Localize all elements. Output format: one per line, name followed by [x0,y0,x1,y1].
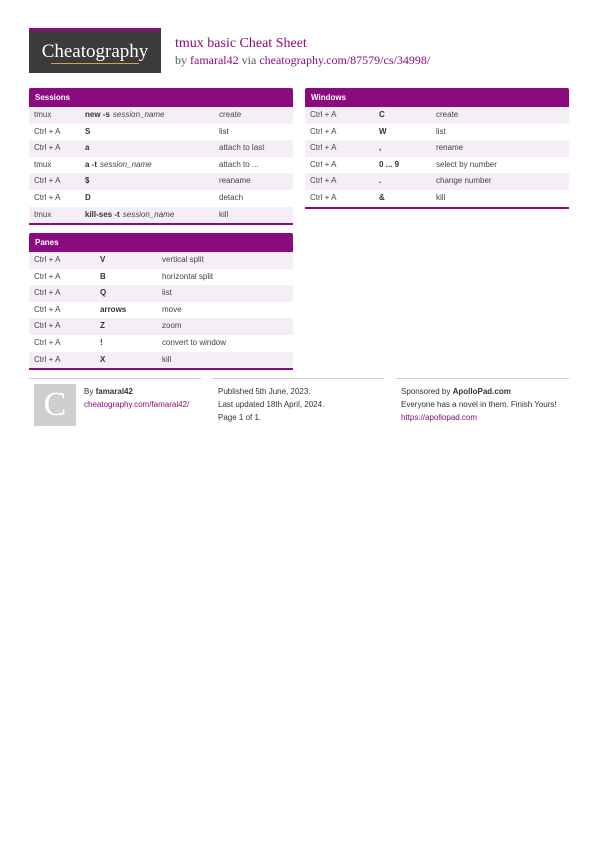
row-prefix: Ctrl + A [34,176,61,186]
row-keys [100,352,105,369]
table-row [29,269,293,286]
row-key: B [100,271,106,281]
row-key: X [100,354,106,364]
footer-by-label: By [84,387,94,396]
row-prefix: tmux [34,159,52,169]
row-prefix: Ctrl + A [310,159,337,169]
sessions-header: Sessions [29,88,293,107]
table-row [305,107,569,124]
row-key: S [85,126,91,136]
row-keys [85,157,152,174]
page-title: tmux basic Cheat Sheet [175,36,307,51]
table-row [29,157,293,174]
row-description: horizontal split [162,271,214,281]
author-avatar[interactable] [34,384,76,426]
row-prefix: Ctrl + A [310,110,337,119]
table-row [305,173,569,190]
row-description: create [219,110,242,119]
sessions-panel [29,88,293,225]
row-description: attach to ... [219,159,259,169]
sessions-table [29,107,293,223]
row-description: list [436,126,446,136]
row-prefix: Ctrl + A [34,192,61,202]
row-key: D [85,192,91,202]
row-prefix: tmux [34,110,52,119]
byline-via: via [241,53,257,67]
table-row [29,124,293,141]
windows-panel [305,88,569,209]
table-row [29,302,293,319]
row-keys [379,157,399,174]
row-arg: session_name [122,209,175,219]
table-row [29,140,293,157]
table-row [305,124,569,141]
row-keys [85,207,174,224]
row-key: 0 ... 9 [379,159,400,169]
row-key: , [379,143,382,153]
row-description: kill [436,192,446,202]
row-prefix: Ctrl + A [34,337,61,347]
table-row [305,140,569,157]
row-key: Q [100,288,107,298]
row-key: ! [100,337,103,347]
row-keys [85,173,89,190]
row-prefix: Ctrl + A [34,143,61,153]
footer-divider-1 [29,378,201,379]
row-keys [100,318,105,335]
byline [175,53,430,68]
row-keys [379,190,385,207]
row-description: attach to last [219,143,265,153]
row-prefix: Ctrl + A [34,354,61,364]
row-arg: session_name [100,159,152,169]
row-keys [85,140,89,157]
table-row [29,190,293,207]
table-row [29,335,293,352]
row-key: a -t [85,159,97,169]
row-prefix: Ctrl + A [310,176,337,186]
table-row [305,190,569,207]
row-key: arrows [100,304,127,314]
row-description: vertical split [162,255,204,264]
footer-divider-3 [396,378,569,379]
row-keys [379,124,387,141]
table-row [29,107,293,124]
windows-header: Windows [305,88,569,107]
table-row [29,352,293,369]
row-description: kill [162,354,172,364]
table-row [29,252,293,269]
row-key: kill-ses -t [85,209,120,219]
sponsor-text: Everyone has a novel in them. Finish Yours! [401,400,557,409]
sponsor-link[interactable]: https://apollopad.com [401,413,478,422]
row-description: change number [436,176,492,186]
row-description: move [162,304,182,314]
published-date: Published 5th June, 2023. [218,387,311,396]
row-key: . [379,176,382,186]
byline-by: by [175,53,187,67]
row-description: reaname [219,176,251,186]
row-prefix: Ctrl + A [34,288,61,298]
row-prefix: Ctrl + A [34,126,61,136]
table-row [29,173,293,190]
row-keys [85,124,90,141]
panes-table [29,252,293,368]
row-prefix: Ctrl + A [34,321,61,331]
row-key: V [100,255,106,264]
table-row [29,318,293,335]
table-row [305,157,569,174]
footer-author [84,385,189,411]
row-keys [379,107,385,124]
row-description: select by number [436,159,497,169]
footer-dates [218,385,324,424]
sponsor-name: ApolloPad.com [452,387,511,396]
row-key: $ [85,176,90,186]
windows-table [305,107,569,207]
table-row [29,285,293,302]
row-key: & [379,192,385,202]
author-link[interactable]: famaral42 [190,53,239,67]
row-prefix: Ctrl + A [34,304,61,314]
row-key: a [85,143,90,153]
row-description: create [436,110,459,119]
sponsor-label: Sponsored by [401,387,451,396]
row-prefix: Ctrl + A [34,255,61,264]
logo-underline [51,63,139,64]
row-description: convert to window [162,337,227,347]
footer-divider-2 [212,378,384,379]
row-key: Z [100,321,105,331]
row-keys [100,335,103,352]
row-key: C [379,110,385,119]
row-prefix: Ctrl + A [310,143,337,153]
row-arg: session_name [112,110,165,119]
footer-sponsor [401,385,561,424]
page-number: Page 1 of 1. [218,413,262,422]
row-keys [100,269,106,286]
row-keys [379,173,381,190]
table-row [29,207,293,224]
row-key: W [379,126,387,136]
row-description: list [219,126,229,136]
updated-date: Last updated 18th April, 2024. [218,400,325,409]
panes-header: Panes [29,233,293,252]
row-keys [379,140,381,157]
row-prefix: Ctrl + A [310,192,337,202]
footer-author-link[interactable]: cheatography.com/famaral42/ [84,400,190,409]
footer-author-name: famaral42 [95,387,133,396]
row-description: kill [219,209,229,219]
cheatography-logo[interactable] [29,28,161,73]
row-prefix: Ctrl + A [310,126,337,136]
row-description: rename [436,143,464,153]
row-key: new -s [85,110,110,119]
row-keys [85,190,91,207]
logo-text: Cheatography [41,41,149,62]
row-keys [85,107,165,124]
avatar-letter: C [43,386,67,423]
row-keys [100,285,106,302]
row-keys [100,302,126,319]
row-description: list [162,288,172,298]
row-description: detach [219,192,244,202]
row-prefix: Ctrl + A [34,271,61,281]
row-keys [100,252,105,269]
sheet-url-link[interactable]: cheatography.com/87579/cs/34998/ [259,53,431,67]
row-prefix: tmux [34,209,52,219]
row-description: zoom [162,321,182,331]
panes-panel [29,233,293,370]
